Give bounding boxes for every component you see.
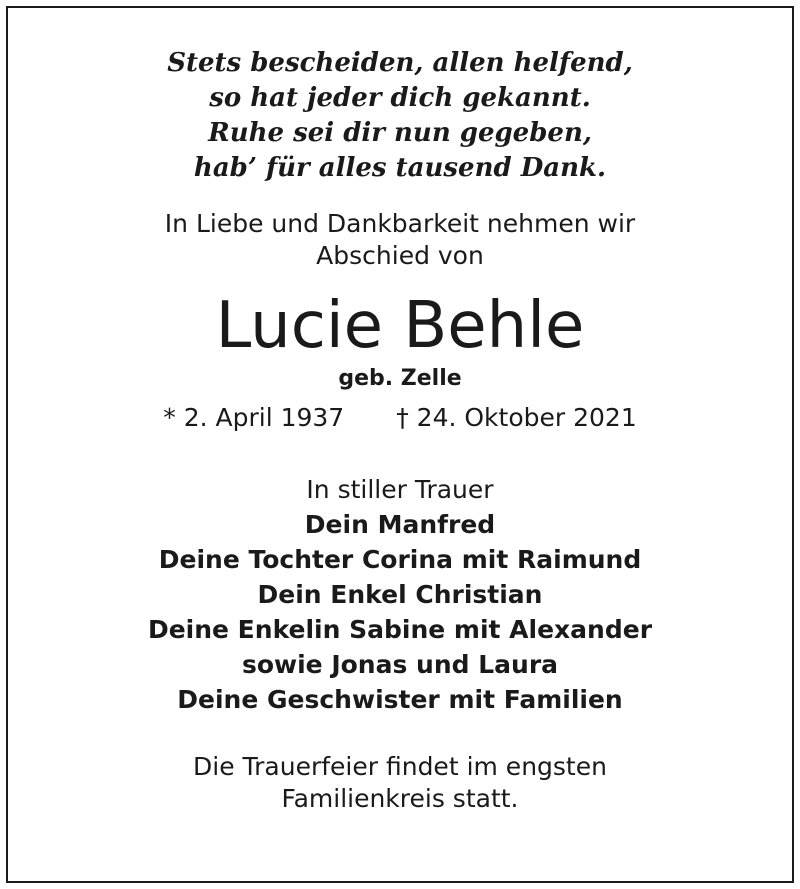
birth-date: * 2. April 1937 <box>163 403 345 432</box>
intro-line: Abschied von <box>316 241 484 270</box>
death-date: † 24. Oktober 2021 <box>396 403 637 432</box>
maiden-name: geb. Zelle <box>338 366 462 391</box>
mourners-lead: In stiller Trauer <box>306 475 494 504</box>
memorial-poem <box>0 46 800 186</box>
deceased-name: Lucie Behle <box>215 289 585 363</box>
life-dates <box>0 402 800 434</box>
poem-line: hab’ für alles tausend Dank. <box>193 153 607 183</box>
poem-line: Stets bescheiden, allen helfend, <box>167 48 633 78</box>
mourner-name: Dein Enkel Christian <box>257 580 543 609</box>
poem-line: so hat jeder dich gekannt. <box>209 83 591 113</box>
mourner-name: Dein Manfred <box>304 510 496 539</box>
funeral-note-line: Die Trauerfeier findet im engsten <box>193 752 607 781</box>
mourner-name: Deine Enkelin Sabine mit Alexander <box>147 615 653 644</box>
funeral-note <box>0 751 800 815</box>
mourner-name: sowie Jonas und Laura <box>241 650 559 679</box>
mourner-name: Deine Tochter Corina mit Raimund <box>158 545 642 574</box>
mourner-name: Deine Geschwister mit Familien <box>177 685 623 714</box>
mourners-list <box>0 472 800 717</box>
intro-text <box>0 208 800 272</box>
intro-line: In Liebe und Dankbarkeit nehmen wir <box>164 209 636 238</box>
funeral-note-line: Familienkreis statt. <box>281 784 519 813</box>
poem-line: Ruhe sei dir nun gegeben, <box>208 118 592 148</box>
